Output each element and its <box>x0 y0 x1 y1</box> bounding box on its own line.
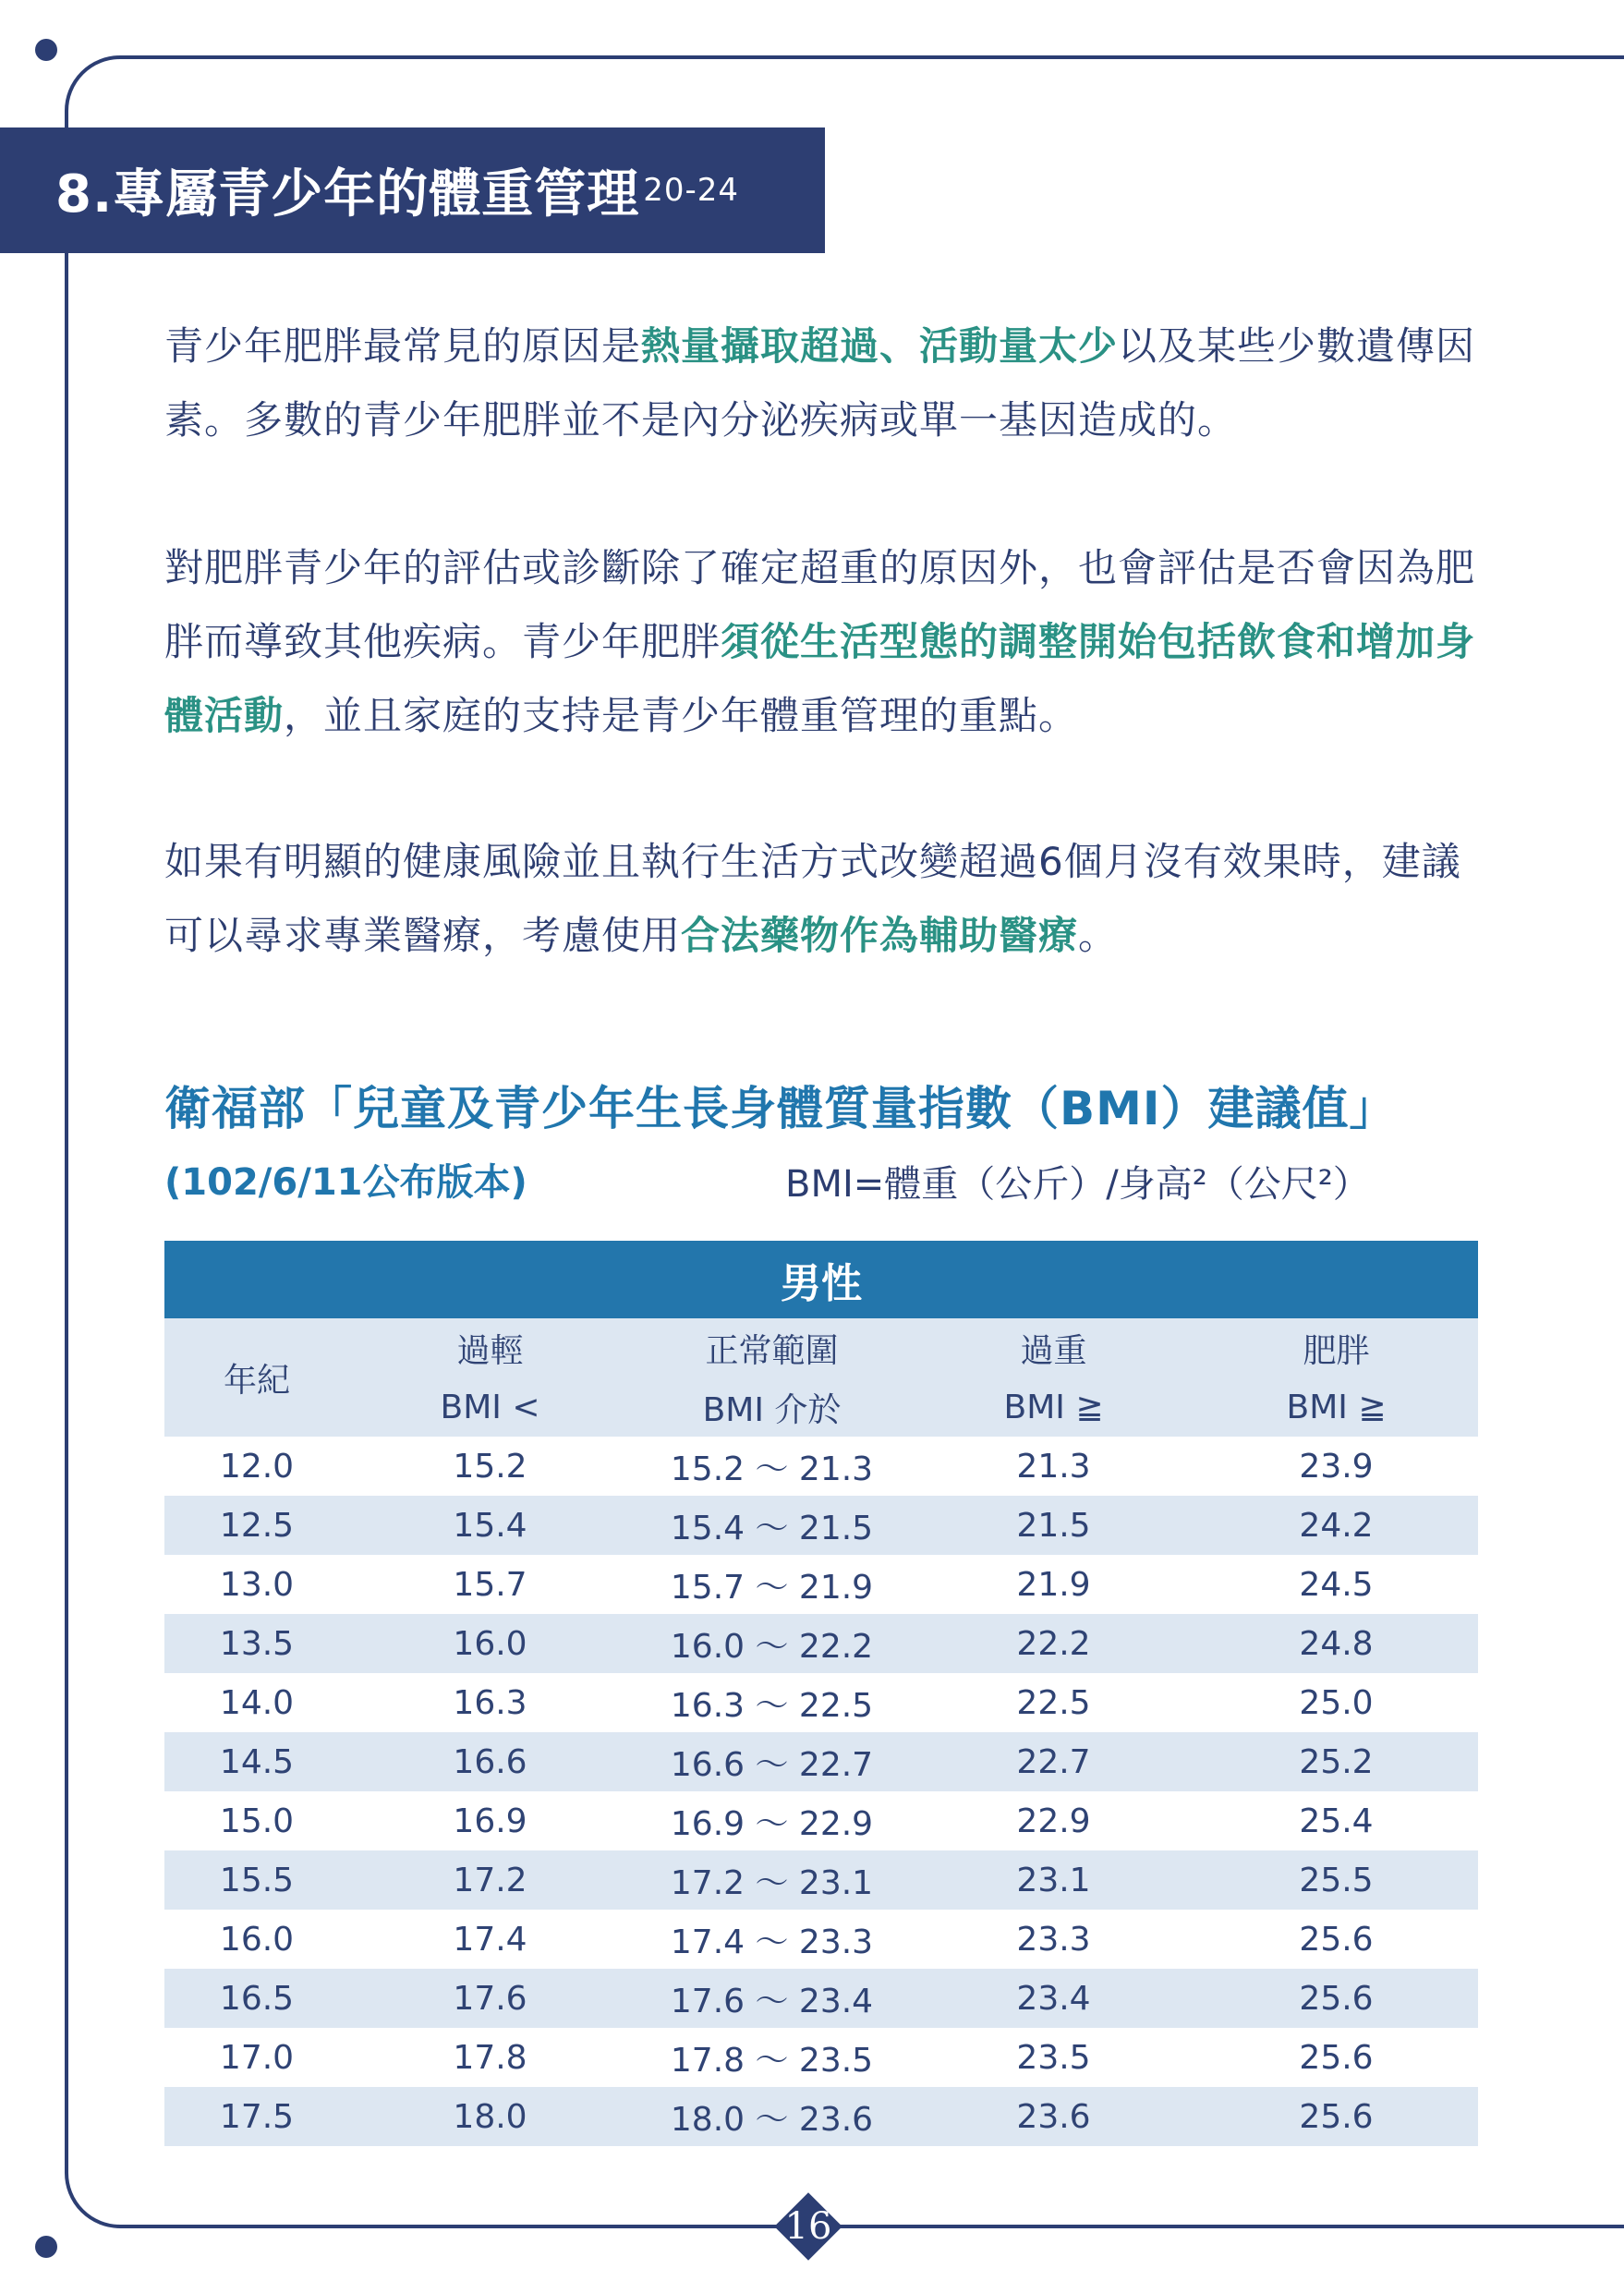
page-number: 16 <box>784 2205 832 2248</box>
page-number-badge <box>771 2190 845 2263</box>
cell-underweight: 18.0 <box>349 2087 631 2146</box>
cell-obese: 25.6 <box>1194 2087 1478 2146</box>
table-row <box>164 1969 1478 2028</box>
cell-age: 17.5 <box>164 2087 349 2146</box>
table-row <box>164 1614 1478 1673</box>
paragraph-2 <box>164 531 1485 753</box>
section-title-banner <box>0 127 825 253</box>
cell-obese: 24.2 <box>1194 1496 1478 1555</box>
cell-age: 17.0 <box>164 2028 349 2087</box>
cell-normal-range: 15.2 ～ 21.3 <box>631 1437 913 1496</box>
cell-underweight: 16.0 <box>349 1614 631 1673</box>
cell-overweight: 23.6 <box>913 2087 1194 2146</box>
cell-underweight: 15.2 <box>349 1437 631 1496</box>
cell-normal-range: 17.8 ～ 23.5 <box>631 2028 913 2087</box>
cell-underweight: 15.7 <box>349 1555 631 1614</box>
cell-overweight: 22.5 <box>913 1673 1194 1732</box>
cell-underweight: 17.2 <box>349 1850 631 1910</box>
table-title: 衛福部「兒童及青少年生長身體質量指數（BMI）建議值」 <box>164 1082 1397 1135</box>
cell-underweight: 16.3 <box>349 1673 631 1732</box>
table-row <box>164 2028 1478 2087</box>
frame-dot-bottom <box>35 2236 57 2258</box>
cell-overweight: 22.2 <box>913 1614 1194 1673</box>
cell-underweight: 17.4 <box>349 1910 631 1969</box>
cell-age: 16.5 <box>164 1969 349 2028</box>
table-row <box>164 1791 1478 1850</box>
paragraph-text: 以及某些少數遺傳因素。多數的青少年肥胖並不是內分泌疾病或單一基因造成的。 <box>164 323 1476 443</box>
cell-obese: 25.0 <box>1194 1673 1478 1732</box>
cell-age: 14.5 <box>164 1732 349 1791</box>
cell-underweight: 16.9 <box>349 1791 631 1850</box>
cell-underweight: 17.6 <box>349 1969 631 2028</box>
table-row <box>164 1673 1478 1732</box>
cell-obese: 23.9 <box>1194 1437 1478 1496</box>
cell-underweight: 15.4 <box>349 1496 631 1555</box>
cell-normal-range: 18.0 ～ 23.6 <box>631 2087 913 2146</box>
cell-underweight: 17.8 <box>349 2028 631 2087</box>
cell-overweight: 23.4 <box>913 1969 1194 2028</box>
column-header-underweight: 過輕 <box>349 1318 631 1377</box>
column-header-normal: 正常範圍 <box>631 1318 913 1377</box>
cell-age: 13.0 <box>164 1555 349 1614</box>
cell-age: 12.5 <box>164 1496 349 1555</box>
gender-header: 男性 <box>164 1241 1478 1318</box>
cell-normal-range: 16.3 ～ 22.5 <box>631 1673 913 1732</box>
table-row <box>164 1437 1478 1496</box>
cell-obese: 25.5 <box>1194 1850 1478 1910</box>
cell-obese: 25.6 <box>1194 1969 1478 2028</box>
cell-normal-range: 16.0 ～ 22.2 <box>631 1614 913 1673</box>
cell-obese: 24.8 <box>1194 1614 1478 1673</box>
cell-age: 12.0 <box>164 1437 349 1496</box>
column-subheader-underweight: BMI < <box>349 1377 631 1437</box>
paragraph-1 <box>164 309 1485 457</box>
bmi-formula: BMI=體重（公斤）/身高²（公尺²） <box>785 1163 1370 1206</box>
section-title: 8.專屬青少年的體重管理 <box>55 164 640 224</box>
cell-overweight: 22.9 <box>913 1791 1194 1850</box>
table-row <box>164 2087 1478 2146</box>
cell-normal-range: 15.4 ～ 21.5 <box>631 1496 913 1555</box>
paragraph-text: 青少年肥胖最常見的原因是 <box>164 323 642 369</box>
cell-normal-range: 15.7 ～ 21.9 <box>631 1555 913 1614</box>
table-row <box>164 1850 1478 1910</box>
cell-overweight: 21.3 <box>913 1437 1194 1496</box>
cell-overweight: 23.5 <box>913 2028 1194 2087</box>
cell-age: 15.0 <box>164 1791 349 1850</box>
highlighted-text: 合法藥物作為輔助醫療 <box>681 913 1079 958</box>
bmi-table <box>164 1241 1478 2146</box>
highlighted-text: 熱量攝取超過、活動量太少 <box>641 323 1119 369</box>
paragraph-text: ，並且家庭的支持是青少年體重管理的重點。 <box>284 693 1079 738</box>
paragraph-text: 對肥胖青少年的評估或診斷除了確定超重的原因外，也會評估是否會因為肥胖而導致其他疾病。青少年肥胖 <box>164 545 1476 664</box>
cell-overweight: 22.7 <box>913 1732 1194 1791</box>
cell-obese: 25.4 <box>1194 1791 1478 1850</box>
cell-underweight: 16.6 <box>349 1732 631 1791</box>
column-subheader-normal: BMI 介於 <box>631 1377 913 1437</box>
cell-normal-range: 16.9 ～ 22.9 <box>631 1791 913 1850</box>
column-header-age: 年紀 <box>164 1318 349 1437</box>
cell-overweight: 23.1 <box>913 1850 1194 1910</box>
cell-normal-range: 17.6 ～ 23.4 <box>631 1969 913 2028</box>
paragraph-text: 如果有明顯的健康風險並且執行生活方式改變超過6個月沒有效果時，建議可以尋求專業醫療，考慮使用 <box>164 839 1461 958</box>
table-subtitle: (102/6/11公布版本) <box>164 1161 527 1204</box>
column-subheader-obese: BMI ≧ <box>1194 1377 1478 1437</box>
column-header-obese: 肥胖 <box>1194 1318 1478 1377</box>
paragraph-3 <box>164 825 1485 973</box>
cell-overweight: 23.3 <box>913 1910 1194 1969</box>
cell-obese: 25.6 <box>1194 1910 1478 1969</box>
cell-normal-range: 17.2 ～ 23.1 <box>631 1850 913 1910</box>
table-row <box>164 1496 1478 1555</box>
cell-age: 13.5 <box>164 1614 349 1673</box>
cell-overweight: 21.5 <box>913 1496 1194 1555</box>
cell-obese: 25.2 <box>1194 1732 1478 1791</box>
table-row <box>164 1555 1478 1614</box>
section-title-citation: 20-24 <box>643 172 740 209</box>
table-row <box>164 1732 1478 1791</box>
cell-age: 15.5 <box>164 1850 349 1910</box>
paragraph-text: 。 <box>1078 913 1119 958</box>
cell-normal-range: 16.6 ～ 22.7 <box>631 1732 913 1791</box>
cell-obese: 24.5 <box>1194 1555 1478 1614</box>
cell-obese: 25.6 <box>1194 2028 1478 2087</box>
column-subheader-overweight: BMI ≧ <box>913 1377 1194 1437</box>
column-header-overweight: 過重 <box>913 1318 1194 1377</box>
highlighted-text: 須從生活型態的調整開始包括飲食和增加身體活動 <box>164 619 1476 738</box>
cell-age: 14.0 <box>164 1673 349 1732</box>
frame-dot-top <box>35 39 57 61</box>
bmi-table-body <box>164 1437 1478 2146</box>
table-row <box>164 1910 1478 1969</box>
cell-age: 16.0 <box>164 1910 349 1969</box>
cell-normal-range: 17.4 ～ 23.3 <box>631 1910 913 1969</box>
cell-overweight: 21.9 <box>913 1555 1194 1614</box>
